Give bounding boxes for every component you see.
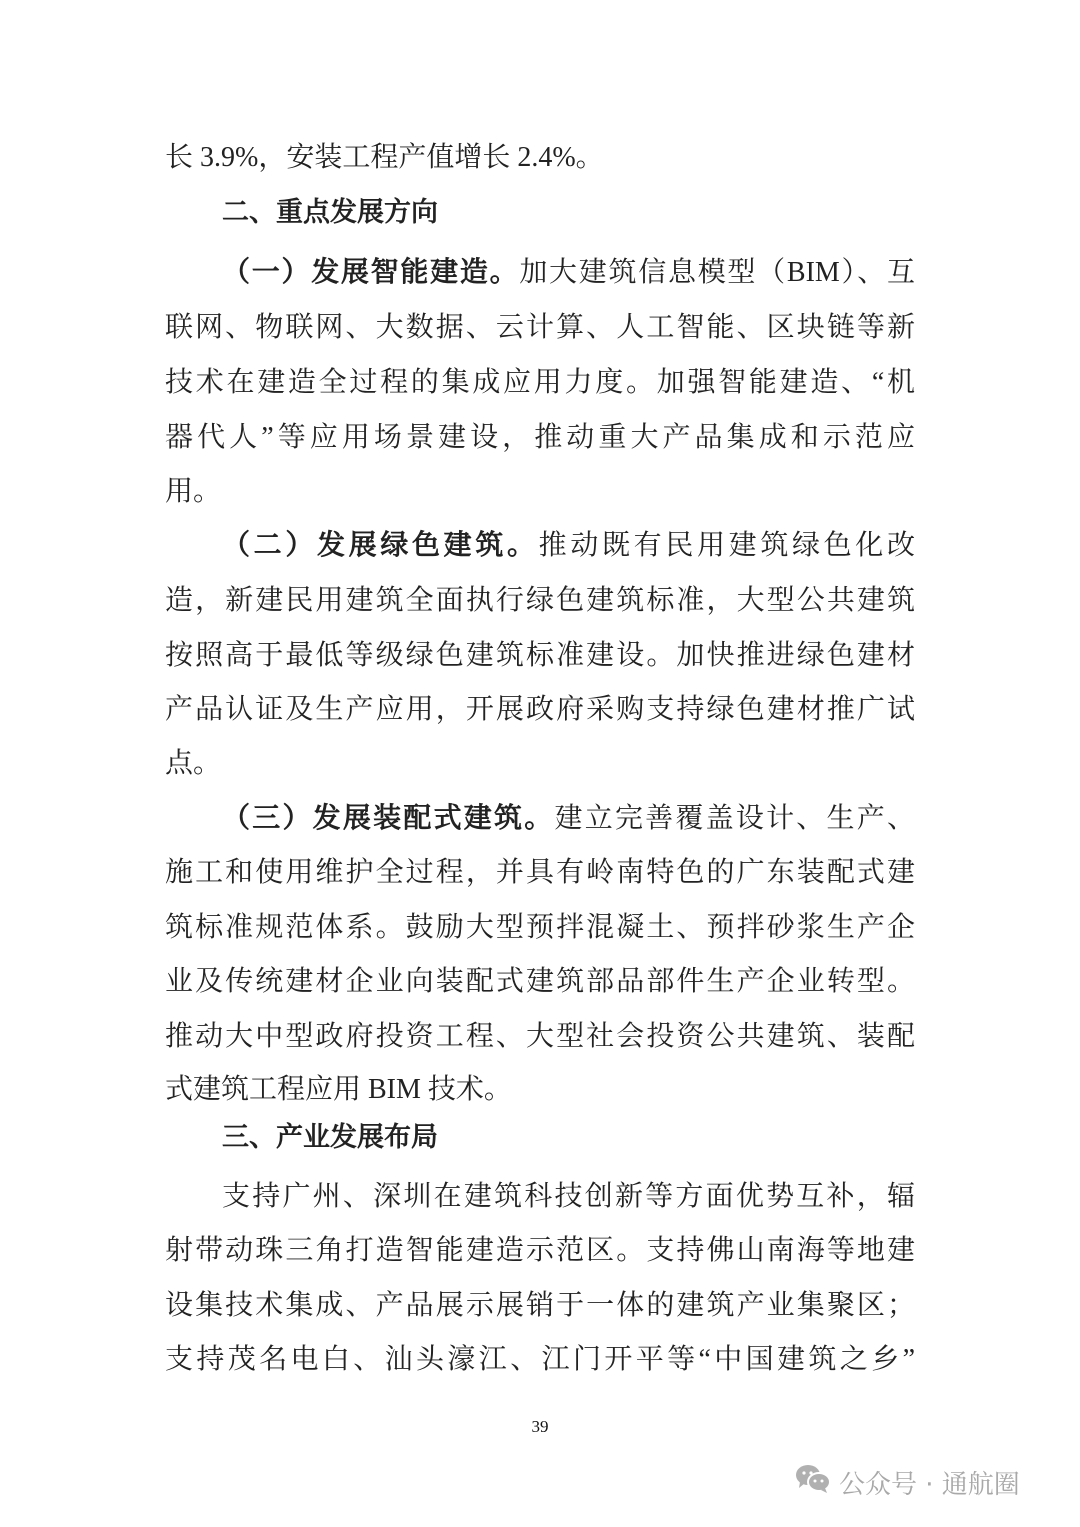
line-text: 按照高于最低等级绿色建筑标准建设。加快推进绿色建材 <box>165 640 915 671</box>
text-line <box>165 311 915 345</box>
text-line <box>165 1343 915 1377</box>
section-heading <box>222 196 915 230</box>
subsection-title: （一）发展智能建造。 <box>222 257 520 288</box>
line-text: 设集技术集成、产品展示展销于一体的建筑产业集聚区； <box>165 1290 915 1321</box>
page-number: 39 <box>531 1417 549 1436</box>
line-text: 用。 <box>165 476 222 507</box>
line-text: 式建筑工程应用 BIM 技术。 <box>165 1074 512 1105</box>
line-text: 器代人”等应用场景建设，推动重大产品集成和示范应 <box>165 422 915 453</box>
text-line <box>165 1289 915 1323</box>
text-line <box>165 1073 915 1107</box>
wechat-icon <box>795 1463 831 1502</box>
text-line <box>165 747 915 781</box>
line-text: 产品认证及生产应用，开展政府采购支持绿色建材推广试 <box>165 694 915 725</box>
text-line <box>165 856 915 890</box>
text-line <box>222 802 915 836</box>
text-line <box>165 911 915 945</box>
text-line <box>165 1020 915 1054</box>
text-line <box>165 421 915 455</box>
line-text: 支持茂名电白、汕头濠江、江门开平等“中国建筑之乡” <box>165 1344 915 1375</box>
watermark-text: 公众号 · 通航圈 <box>839 1470 1020 1500</box>
line-text: 业及传统建材企业向装配式建筑部品部件生产企业转型。 <box>165 966 915 997</box>
line-text: 建立完善覆盖设计、生产、 <box>554 803 915 834</box>
line-text: 射带动珠三角打造智能建造示范区。支持佛山南海等地建 <box>165 1235 915 1266</box>
watermark <box>795 1463 1020 1502</box>
line-text: 加大建筑信息模型（BIM）、互 <box>519 257 915 288</box>
line-text: 三、产业发展布局 <box>222 1122 438 1153</box>
line-text: 点。 <box>165 748 222 779</box>
text-line <box>165 639 915 673</box>
text-line <box>165 1234 915 1268</box>
line-text: 支持广州、深圳在建筑科技创新等方面优势互补，辐 <box>222 1181 915 1212</box>
text-line <box>165 366 915 400</box>
line-text: 筑标准规范体系。鼓励大型预拌混凝土、预拌砂浆生产企 <box>165 912 915 943</box>
subsection-title: （二）发展绿色建筑。 <box>222 530 539 561</box>
text-line <box>165 693 915 727</box>
line-text: 造，新建民用建筑全面执行绿色建筑标准，大型公共建筑 <box>165 585 915 616</box>
text-line <box>165 584 915 618</box>
text-line <box>165 141 915 175</box>
line-text: 技术在建造全过程的集成应用力度。加强智能建造、“机 <box>165 367 915 398</box>
text-line <box>165 965 915 999</box>
section-heading <box>222 1121 915 1155</box>
line-text: 二、重点发展方向 <box>222 197 438 228</box>
text-line <box>222 1180 915 1214</box>
line-text: 联网、物联网、大数据、云计算、人工智能、区块链等新 <box>165 312 915 343</box>
line-text: 施工和使用维护全过程，并具有岭南特色的广东装配式建 <box>165 857 915 888</box>
text-line <box>222 256 915 290</box>
line-text: 推动既有民用建筑绿色化改 <box>538 530 915 561</box>
line-text: 推动大中型政府投资工程、大型社会投资公共建筑、装配 <box>165 1021 915 1052</box>
text-line <box>222 529 915 563</box>
text-line <box>165 475 915 509</box>
line-text: 长 3.9%，安装工程产值增长 2.4%。 <box>165 142 604 173</box>
subsection-title: （三）发展装配式建筑。 <box>222 803 555 834</box>
